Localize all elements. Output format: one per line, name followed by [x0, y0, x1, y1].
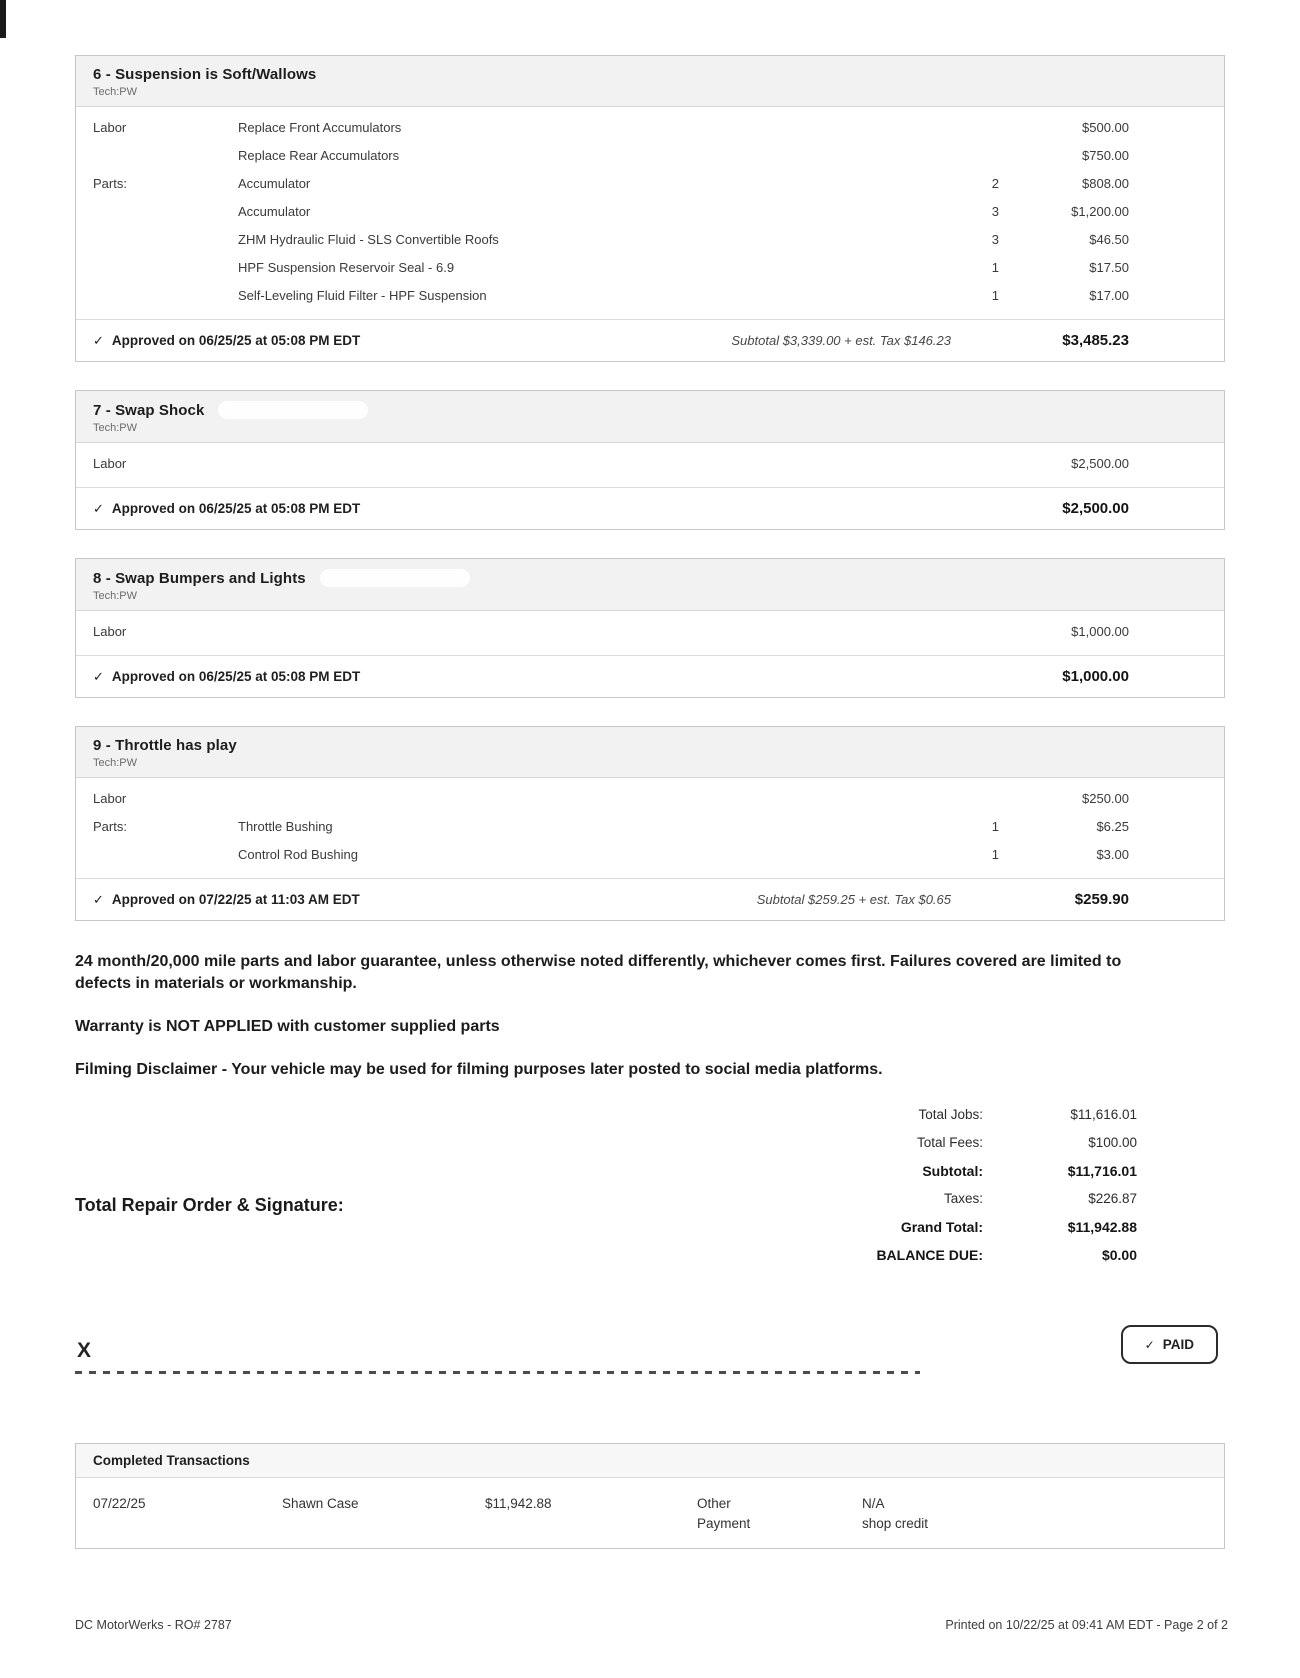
line-label: Parts: — [93, 819, 127, 834]
totals-value: $0.00 — [1101, 1247, 1137, 1263]
line-price: $17.00 — [1089, 288, 1129, 303]
job-line-row — [76, 282, 1224, 310]
signature-x-mark: X — [77, 1339, 92, 1362]
job-title-row — [93, 569, 1207, 587]
line-qty: 2 — [991, 176, 999, 191]
transaction-row — [76, 1478, 1224, 1548]
line-qty: 1 — [991, 847, 999, 862]
paid-badge — [1121, 1325, 1218, 1364]
line-price: $2,500.00 — [1071, 456, 1129, 471]
line-qty — [944, 147, 999, 165]
line-qty — [944, 790, 999, 808]
job-footer — [76, 655, 1224, 697]
transaction-method — [697, 1494, 862, 1534]
line-description: Accumulator — [238, 176, 311, 191]
job-card — [75, 390, 1225, 530]
totals-label: Total Fees: — [916, 1135, 983, 1150]
job-line-row — [76, 254, 1224, 282]
line-label — [93, 259, 238, 277]
approval-status — [93, 501, 360, 517]
job-header — [76, 559, 1224, 611]
line-qty: 1 — [991, 819, 999, 834]
job-card — [75, 55, 1225, 362]
totals-value: $11,942.88 — [1067, 1219, 1137, 1235]
line-label: Labor — [93, 791, 127, 806]
job-line-row — [76, 114, 1224, 142]
line-description — [238, 623, 944, 641]
job-card — [75, 726, 1225, 921]
totals-label: Subtotal: — [922, 1163, 983, 1179]
job-subtotal-note: Subtotal $259.25 + est. Tax $0.65 — [756, 892, 951, 907]
disclaimer-block — [75, 951, 1225, 1081]
job-subtotal-note: Subtotal $3,339.00 + est. Tax $146.23 — [731, 333, 951, 348]
job-line-row — [76, 813, 1224, 841]
job-title: 9 - Throttle has play — [93, 737, 237, 754]
job-title: 6 - Suspension is Soft/Wallows — [93, 66, 317, 83]
job-footer — [76, 878, 1224, 920]
summary-section — [75, 1107, 1225, 1283]
line-description: Self-Leveling Fluid Filter - HPF Suspension — [238, 288, 487, 303]
approved-check-icon: ✓ — [93, 500, 104, 516]
line-price: $250.00 — [1082, 791, 1129, 806]
job-header — [76, 56, 1224, 107]
totals-value: $100.00 — [1088, 1135, 1137, 1150]
job-total: $2,500.00 — [1062, 500, 1129, 517]
job-total: $259.90 — [1074, 891, 1129, 908]
job-line-row — [76, 450, 1224, 478]
line-qty: 1 — [991, 260, 999, 275]
scan-artifact — [0, 0, 6, 38]
job-line-row — [76, 618, 1224, 646]
line-description — [238, 790, 944, 808]
approval-status — [93, 669, 360, 685]
approval-status — [93, 892, 360, 908]
job-title-row — [93, 66, 1207, 83]
signature-heading: Total Repair Order & Signature: — [75, 1195, 344, 1215]
signature-row — [75, 1339, 1225, 1409]
line-price: $46.50 — [1089, 232, 1129, 247]
totals-label: Taxes: — [943, 1191, 983, 1206]
job-header — [76, 391, 1224, 443]
line-description: Replace Rear Accumulators — [238, 148, 400, 163]
transactions-body — [76, 1478, 1224, 1548]
job-total: $3,485.23 — [1062, 332, 1129, 349]
line-description: HPF Suspension Reservoir Seal - 6.9 — [238, 260, 455, 275]
job-title-row — [93, 401, 1207, 419]
job-title-row — [93, 737, 1207, 754]
job-footer — [76, 487, 1224, 529]
approval-text: Approved on 06/25/25 at 05:08 PM EDT — [111, 333, 361, 348]
job-body — [76, 443, 1224, 487]
job-tech: Tech:PW — [93, 422, 138, 434]
job-line-row — [76, 142, 1224, 170]
approved-check-icon: ✓ — [93, 891, 104, 907]
transaction-note — [862, 1494, 1207, 1534]
paid-label: PAID — [1162, 1337, 1194, 1352]
line-price: $1,200.00 — [1071, 204, 1129, 219]
transaction-method-line1: Other — [697, 1496, 731, 1511]
line-label — [93, 147, 238, 165]
job-body — [76, 611, 1224, 655]
totals-row — [797, 1191, 1137, 1219]
transaction-note-line2: shop credit — [862, 1516, 929, 1531]
job-line-row — [76, 841, 1224, 869]
approval-text: Approved on 07/22/25 at 11:03 AM EDT — [111, 892, 360, 907]
approval-status — [93, 333, 360, 349]
totals-value: $11,616.01 — [1070, 1107, 1137, 1122]
line-label: Parts: — [93, 176, 127, 191]
transaction-amount: $11,942.88 — [485, 1496, 552, 1511]
job-header — [76, 727, 1224, 778]
completed-transactions-card — [75, 1443, 1225, 1549]
transactions-heading: Completed Transactions — [76, 1444, 1224, 1478]
line-description — [238, 455, 944, 473]
job-footer — [76, 319, 1224, 361]
line-qty — [944, 455, 999, 473]
page-footer — [75, 1618, 1228, 1632]
job-line-row — [76, 785, 1224, 813]
transaction-name: Shawn Case — [282, 1496, 359, 1511]
job-card — [75, 558, 1225, 698]
redaction-blob — [218, 401, 368, 419]
totals-label: Total Jobs: — [918, 1107, 983, 1122]
approved-check-icon: ✓ — [93, 668, 104, 684]
job-tech: Tech:PW — [93, 86, 138, 98]
line-label: Labor — [93, 456, 127, 471]
totals-table — [797, 1107, 1137, 1275]
line-description: Accumulator — [238, 204, 311, 219]
transaction-method-line2: Payment — [697, 1516, 751, 1531]
totals-value: $226.87 — [1088, 1191, 1137, 1206]
paid-check-icon: ✓ — [1144, 1337, 1155, 1352]
line-qty — [944, 623, 999, 641]
transaction-note-line1: N/A — [862, 1496, 885, 1511]
line-label — [93, 231, 238, 249]
filming-disclaimer: Filming Disclaimer - Your vehicle may be used for filming purposes later posted to social media platforms. — [75, 1061, 883, 1078]
line-label — [93, 203, 238, 221]
line-price: $750.00 — [1082, 148, 1129, 163]
line-price: $3.00 — [1096, 847, 1129, 862]
line-description: ZHM Hydraulic Fluid - SLS Convertible Roofs — [238, 232, 499, 247]
guarantee-disclaimer: 24 month/20,000 mile parts and labor guarantee, unless otherwise noted differently, whichever comes first. Failures covered are limited to defects in materials or workmanship. — [75, 953, 1122, 992]
totals-label: BALANCE DUE: — [876, 1247, 983, 1263]
line-description: Control Rod Bushing — [238, 847, 358, 862]
totals-row — [797, 1247, 1137, 1275]
job-title: 8 - Swap Bumpers and Lights — [93, 569, 306, 587]
line-price: $1,000.00 — [1071, 624, 1129, 639]
line-qty: 3 — [991, 204, 999, 219]
warranty-disclaimer: Warranty is NOT APPLIED with customer supplied parts — [75, 1018, 500, 1035]
line-price: $17.50 — [1089, 260, 1129, 275]
totals-label: Grand Total: — [900, 1219, 983, 1235]
line-price: $808.00 — [1082, 176, 1129, 191]
line-qty — [944, 119, 999, 137]
footer-printed-info: Printed on 10/22/25 at 09:41 AM EDT - Page 2 of 2 — [945, 1618, 1228, 1632]
job-title: 7 - Swap Shock — [93, 401, 205, 419]
line-label — [93, 287, 238, 305]
job-list — [75, 55, 1225, 921]
line-label — [93, 846, 238, 864]
line-label: Labor — [93, 624, 127, 639]
job-line-row — [76, 226, 1224, 254]
approval-text: Approved on 06/25/25 at 05:08 PM EDT — [111, 501, 361, 516]
line-description: Replace Front Accumulators — [238, 120, 402, 135]
signature-line[interactable] — [75, 1371, 920, 1374]
approved-check-icon: ✓ — [93, 332, 104, 348]
totals-row — [797, 1163, 1137, 1191]
line-price: $500.00 — [1082, 120, 1129, 135]
totals-row — [797, 1107, 1137, 1135]
job-total: $1,000.00 — [1062, 668, 1129, 685]
redaction-blob — [320, 569, 470, 587]
line-qty: 1 — [991, 288, 999, 303]
totals-row — [797, 1219, 1137, 1247]
totals-value: $11,716.01 — [1067, 1163, 1137, 1179]
line-description: Throttle Bushing — [238, 819, 333, 834]
job-body — [76, 107, 1224, 319]
job-tech: Tech:PW — [93, 757, 138, 769]
transaction-date: 07/22/25 — [93, 1496, 146, 1511]
line-label: Labor — [93, 120, 127, 135]
job-line-row — [76, 198, 1224, 226]
footer-shop-ro: DC MotorWerks - RO# 2787 — [75, 1618, 232, 1632]
job-tech: Tech:PW — [93, 590, 138, 602]
approval-text: Approved on 06/25/25 at 05:08 PM EDT — [111, 669, 361, 684]
job-line-row — [76, 170, 1224, 198]
line-price: $6.25 — [1096, 819, 1129, 834]
line-qty: 3 — [991, 232, 999, 247]
job-body — [76, 778, 1224, 878]
totals-row — [797, 1135, 1137, 1163]
